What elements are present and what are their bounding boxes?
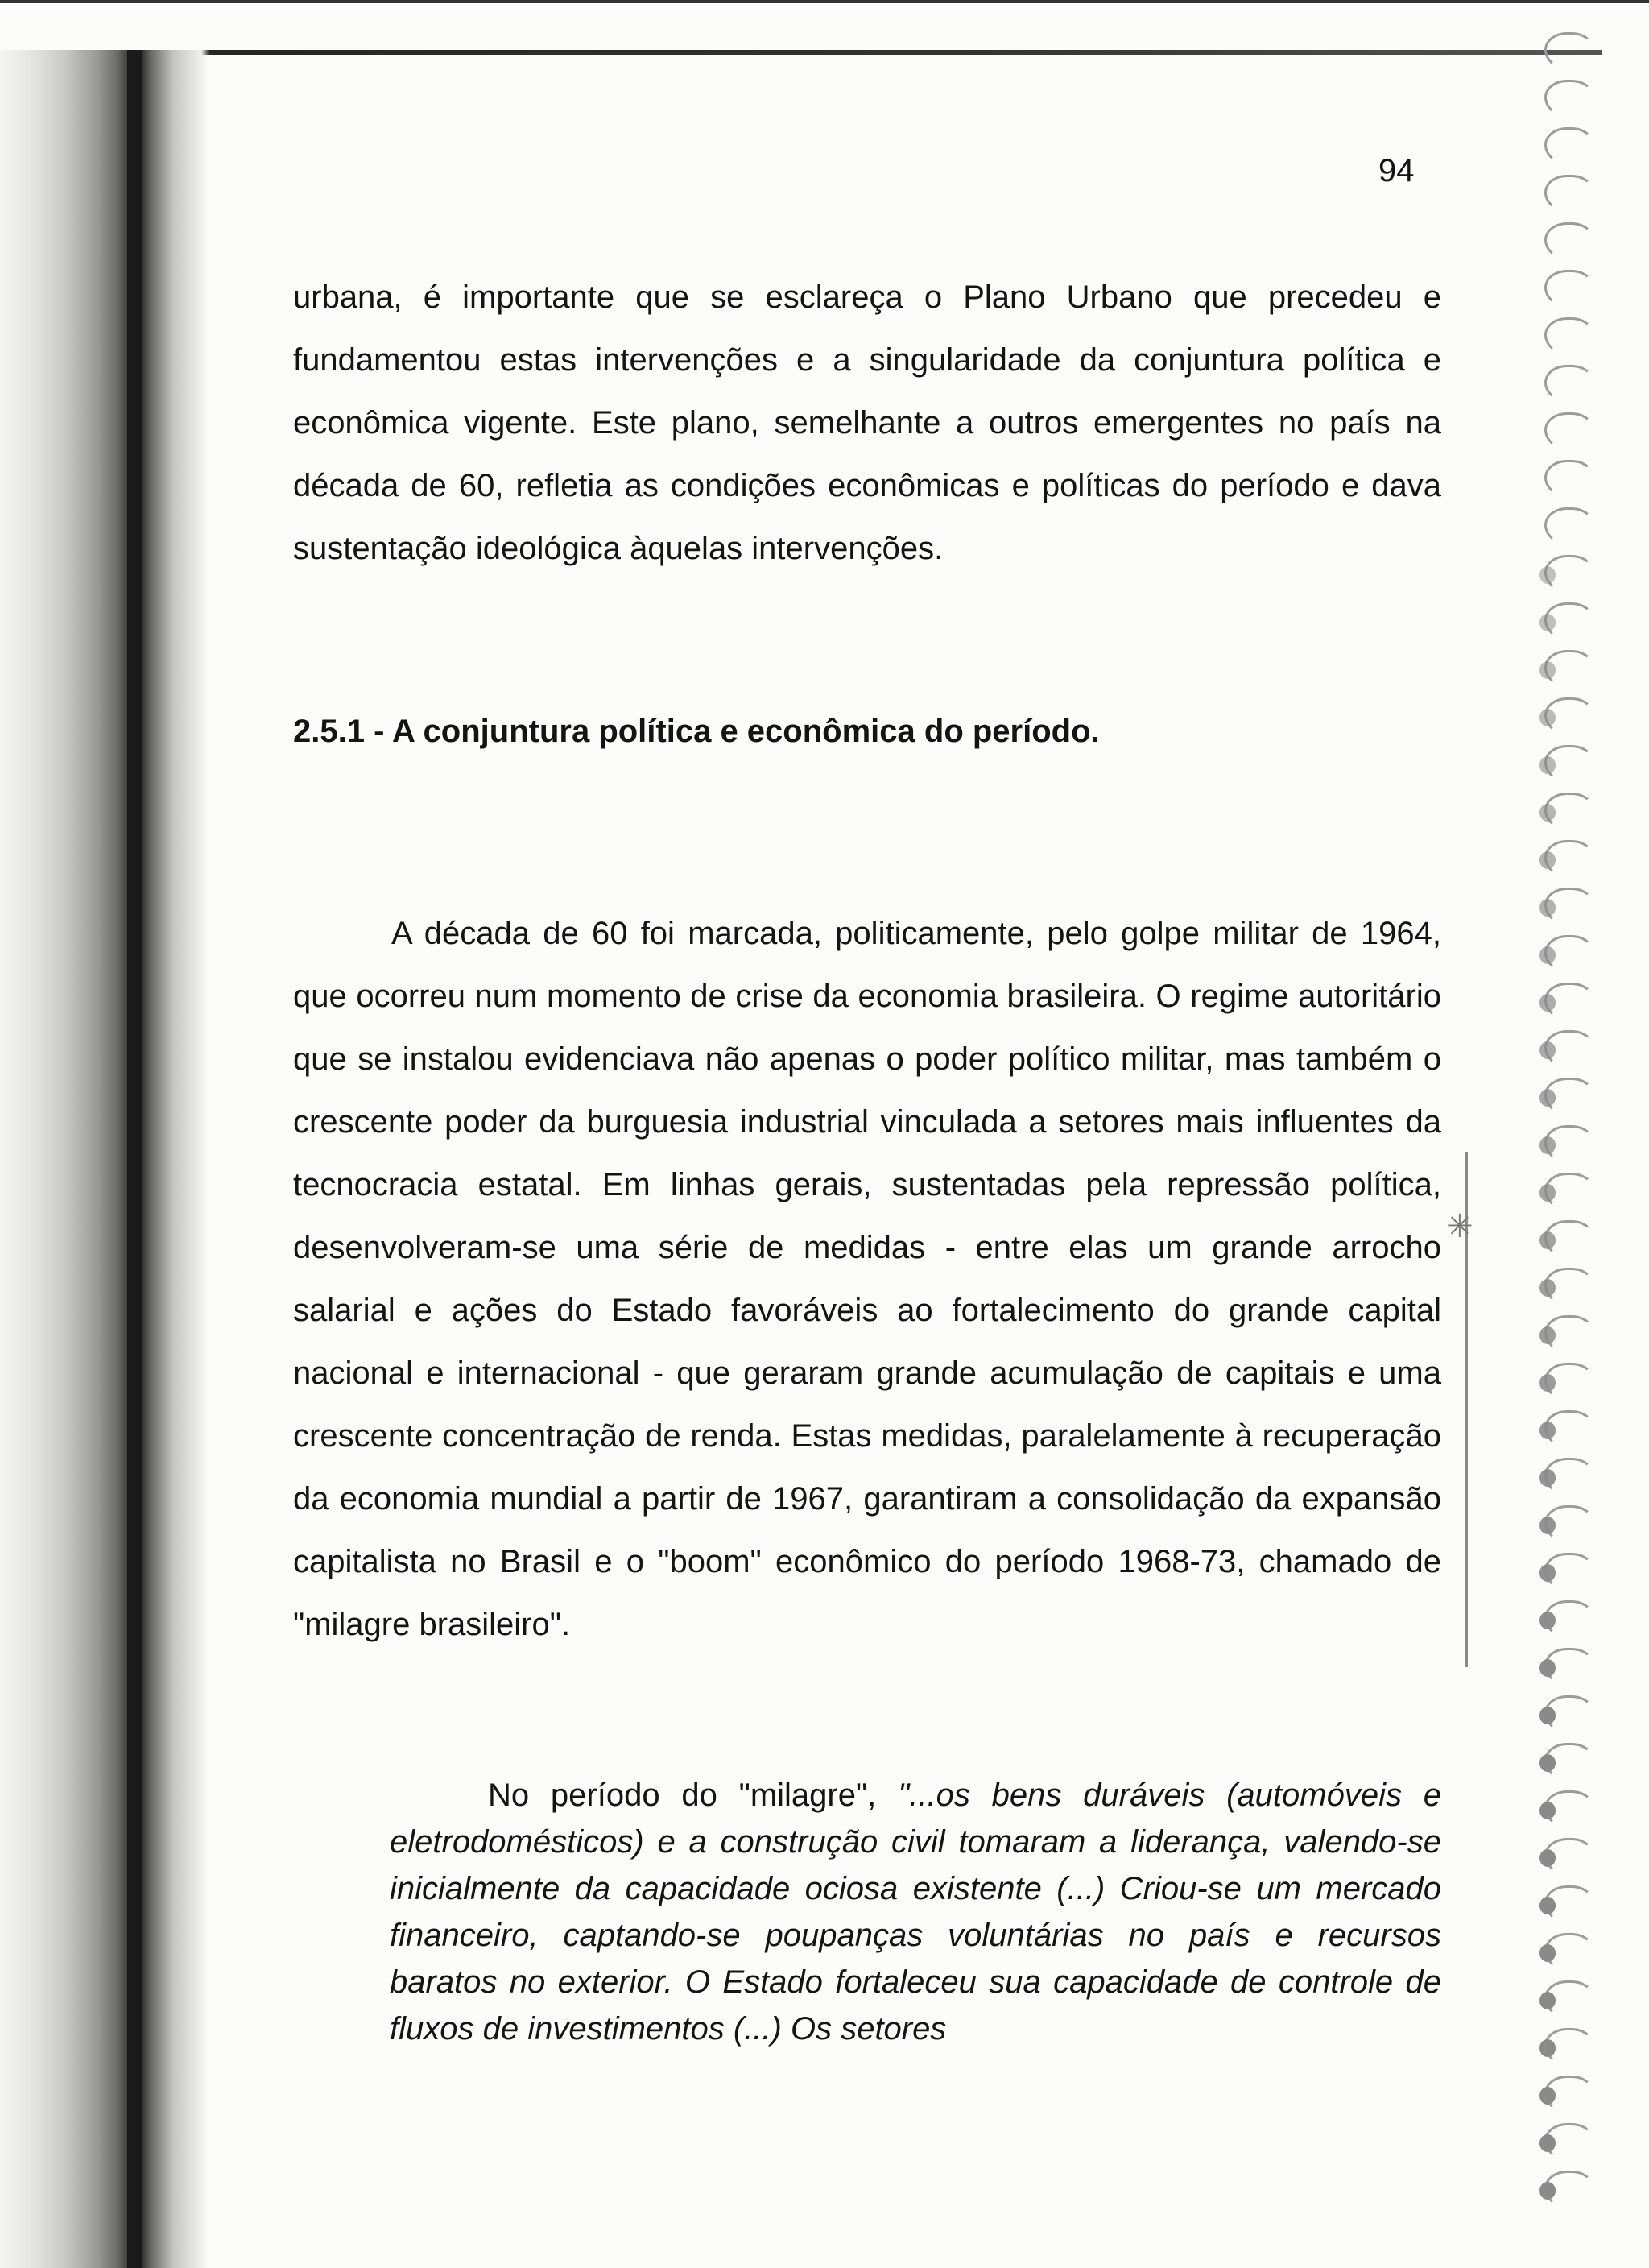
- spiral-hole: [1539, 1422, 1556, 1439]
- spiral-hole: [1539, 2134, 1556, 2152]
- spiral-ring: [1544, 32, 1594, 71]
- spiral-hole: [1539, 1184, 1556, 1202]
- paragraph-3-quote: "...os bens duráveis (automóveis e eletrodomésticos) e a construção civil tomaram a liderança, valendo-se inicialmente da capacidade ociosa existente (...) Criou-se um mercado financeiro, captando-se poupanças voluntárias no país e recursos baratos no exterior. O Estado fortaleceu sua capacidade de controle de fluxos de investimentos (...) Os setores: [390, 1778, 1441, 2047]
- spiral-hole: [1539, 2039, 1556, 2057]
- spiral-hole: [1539, 1612, 1556, 1629]
- spiral-hole: [1539, 804, 1556, 822]
- spiral-hole: [1539, 1136, 1556, 1154]
- page-number: 94: [1378, 153, 1415, 188]
- spiral-ring: [1544, 222, 1594, 261]
- spiral-hole: [1539, 994, 1556, 1012]
- spiral-ring: [1544, 317, 1594, 356]
- paragraph-3-lead: No período do "milagre",: [488, 1778, 899, 1813]
- spiral-ring: [1544, 412, 1594, 451]
- scan-top-edge: [0, 0, 1649, 3]
- binding-shadow: [0, 50, 209, 2268]
- spiral-hole: [1539, 756, 1556, 774]
- spiral-hole: [1539, 709, 1556, 726]
- spiral-ring: [1544, 460, 1594, 499]
- paragraph-3: [390, 1772, 1441, 2052]
- spiral-ring: [1544, 175, 1594, 213]
- binding-edge: [127, 50, 142, 2268]
- paragraph-1: urbana, é importante que se esclareça o Plano Urbano que precedeu e fundamentou estas intervenções e a singularidade da conjuntura política e econômica vigente. Este plano, semelhante a outros emergentes no país na década de 60, refletia as condições econômicas e políticas do período e dava sustentação ideológica àquelas intervenções.: [293, 279, 1441, 566]
- spiral-hole: [1539, 1802, 1556, 1819]
- spiral-hole: [1539, 1326, 1556, 1344]
- spiral-hole: [1539, 1041, 1556, 1059]
- spiral-hole: [1539, 2182, 1556, 2200]
- paragraph-2: A década de 60 foi marcada, politicamente, pelo golpe militar de 1964, que ocorreu num momento de crise da economia brasileira. O regime autoritário que se instalou evidenciava não apenas o poder político militar, mas também o crescente poder da burguesia industrial vinculada a setores mais influentes da tecnocracia estatal. Em linhas gerais, sustentadas pela repressão política, desenvolveram-se uma série de medidas - entre elas um grande arrocho salarial e ações do Estado favoráveis ao fortalecimento do grande capital nacional e internacional - que geraram grande acumulação de capitais e uma crescente concentração de renda. Estas medidas, paralelamente à recuperação da economia mundial a partir de 1967, garantiram a consolidação da expansão capitalista no Brasil e o "boom" econômico do período 1968-73, chamado de "milagre brasileiro".: [293, 916, 1441, 1642]
- spiral-hole: [1539, 946, 1556, 964]
- spiral-hole: [1539, 1992, 1556, 2009]
- spiral-hole: [1539, 1849, 1556, 1867]
- spiral-hole: [1539, 2087, 1556, 2105]
- spiral-hole: [1539, 1089, 1556, 1107]
- spiral-hole: [1539, 1754, 1556, 1772]
- spiral-hole: [1539, 1897, 1556, 1914]
- spiral-hole: [1539, 1517, 1556, 1534]
- spiral-hole: [1539, 1564, 1556, 1582]
- spiral-hole: [1539, 1231, 1556, 1249]
- spiral-hole: [1539, 1279, 1556, 1297]
- spiral-ring: [1544, 127, 1594, 166]
- section-heading: 2.5.1 - A conjuntura política e econômica do período.: [293, 714, 1100, 749]
- spiral-ring: [1544, 365, 1594, 404]
- spiral-hole: [1539, 899, 1556, 917]
- spiral-hole: [1539, 851, 1556, 869]
- spiral-hole: [1539, 1707, 1556, 1724]
- spiral-ring: [1544, 270, 1594, 308]
- spiral-hole: [1539, 1374, 1556, 1392]
- spiral-hole: [1539, 1659, 1556, 1677]
- margin-asterisk-mark: ✳: [1446, 1208, 1473, 1245]
- spiral-hole: [1539, 661, 1556, 679]
- spiral-ring: [1544, 507, 1594, 546]
- spiral-hole: [1539, 1944, 1556, 1962]
- spiral-binding: [1530, 16, 1635, 2247]
- scan-top-rule: [0, 50, 1602, 55]
- spiral-ring: [1544, 80, 1594, 118]
- spiral-hole: [1539, 566, 1556, 584]
- spiral-hole: [1539, 1469, 1556, 1487]
- spiral-hole: [1539, 614, 1556, 631]
